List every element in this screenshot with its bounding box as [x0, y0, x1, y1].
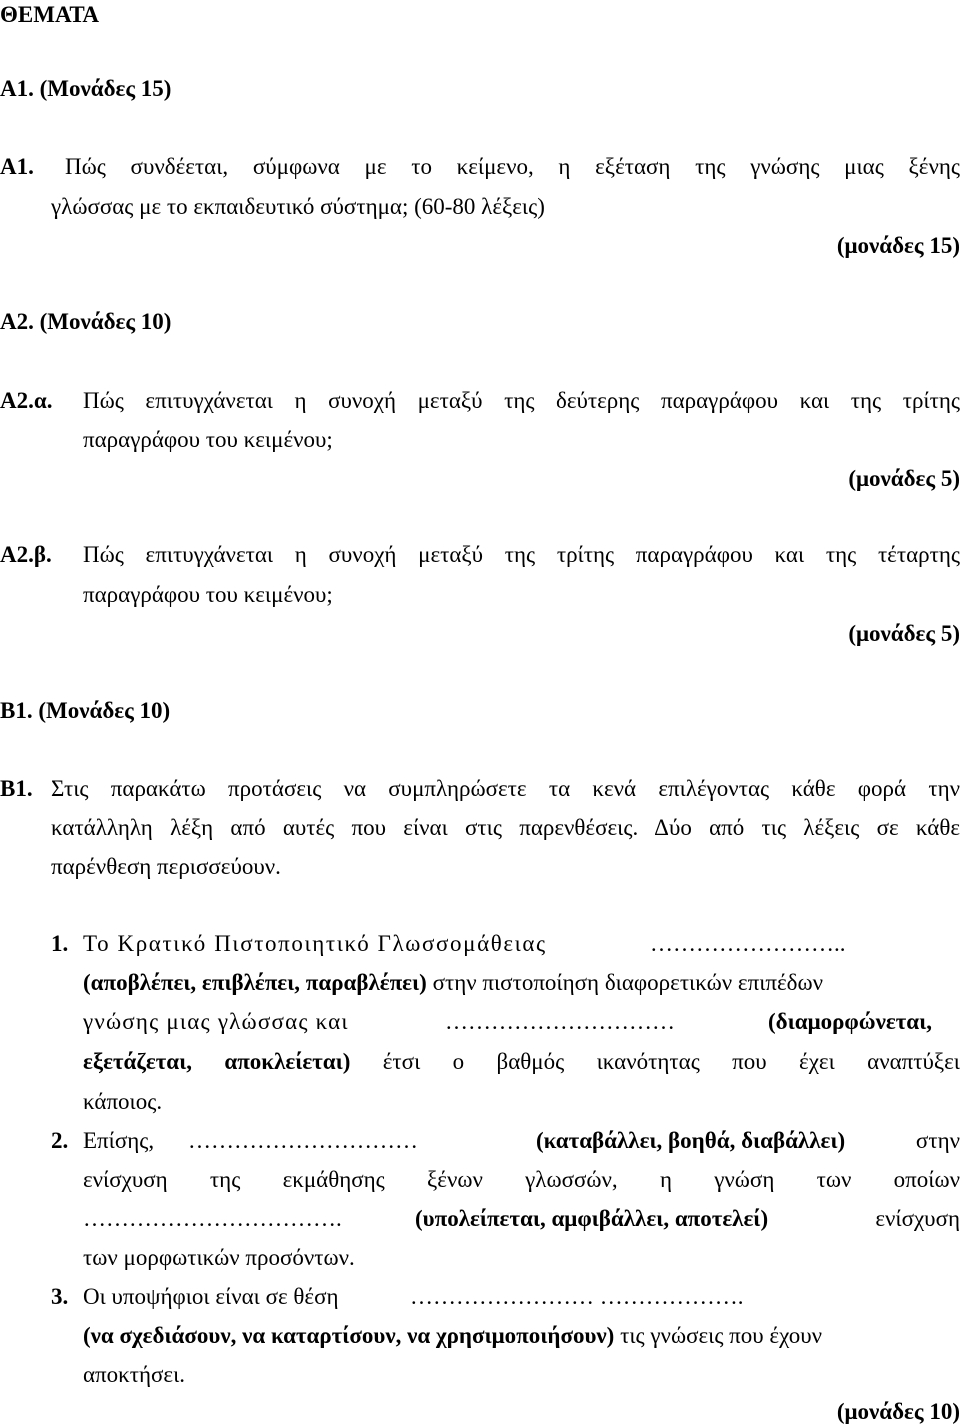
a2b-marks: (μονάδες 5)	[848, 621, 960, 646]
b1-item-1-line4	[83, 1047, 960, 1077]
a2a-question-text-2: παραγράφου του κειμένου;	[83, 427, 333, 452]
b1-item-1-blank-2: …………………………	[445, 1009, 675, 1034]
b1-item-1-text: Το Κρατικό Πιστοποιητικό Γλωσσομάθειας	[83, 931, 547, 956]
b1-item-3-number: 3.	[51, 1284, 69, 1309]
b1-item-3-line2	[83, 1321, 960, 1351]
a2a-marks: (μονάδες 5)	[848, 466, 960, 491]
b1-item-1-options: (αποβλέπει, επιβλέπει, παραβλέπει)	[83, 970, 427, 995]
b1-instructions-text-1: Στις παρακάτω προτάσεις να συμπληρώσετε τα κενά επιλέγοντας κάθε φορά την	[51, 776, 960, 801]
a2a-question-text-1: Πώς επιτυγχάνεται η συνοχή μεταξύ της δεύτερης παραγράφου και της τρίτης	[83, 388, 960, 413]
b1-item-3-blank: …………………… ……………….	[410, 1284, 744, 1309]
b1-item-2-options-2: (υπολείπεται, αμφιβάλλει, αποτελεί)	[415, 1206, 769, 1231]
b1-item-1-text-5: κάποιος.	[83, 1089, 163, 1114]
b1-item-1-line2	[83, 968, 960, 998]
a2b-number: Α2.β.	[0, 542, 52, 567]
a1-question-text-2: γλώσσας με το εκπαιδευτικό σύστημα; (60-80 λέξεις)	[51, 194, 545, 219]
b1-item-1-text-2: στην πιστοποίηση διαφορετικών επιπέδων	[426, 970, 824, 995]
b1-item-3-text-3: αποκτήσει.	[83, 1362, 186, 1387]
b1-item-2-blank-2: …………………………….	[83, 1206, 342, 1231]
b1-instructions-text-2: κατάλληλη λέξη από αυτές που είναι στις παρενθέσεις. Δύο από τις λέξεις σε κάθε	[51, 815, 960, 840]
page-title: ΘΕΜΑΤΑ	[0, 2, 100, 27]
b1-marks: (μονάδες 10)	[836, 1399, 960, 1424]
b1-item-1-text-3: γνώσης μιας γλώσσας και	[83, 1009, 349, 1034]
b1-item-3-text: Οι υποψήφιοι είναι σε θέση	[83, 1284, 339, 1309]
a1-question-text-1: Πώς συνδέεται, σύμφωνα με το κείμενο, η εξέταση της γνώσης μιας ξένης	[65, 154, 960, 179]
b1-heading: Β1. (Μονάδες 10)	[0, 698, 171, 723]
b1-item-2-text: Επίσης,	[83, 1128, 155, 1153]
a2a-number: Α2.α.	[0, 388, 53, 413]
b1-item-1-blank: ……………………..	[650, 931, 846, 956]
a2a-question-line1	[0, 386, 960, 416]
b1-item-2-text-3: ενίσχυση	[875, 1206, 960, 1231]
b1-item-2-text-end: στην	[915, 1128, 960, 1153]
a2b-question-text-1: Πώς επιτυγχάνεται η συνοχή μεταξύ της τρίτης παραγράφου και της τέταρτης	[83, 542, 960, 567]
b1-item-2-text-2: ενίσχυση της εκμάθησης ξένων γλωσσών, η γνώση των οποίων	[83, 1167, 960, 1192]
a1-heading: Α1. (Μονάδες 15)	[0, 76, 172, 101]
b1-item-1-options-3: εξετάζεται, αποκλείεται)	[83, 1049, 351, 1074]
b1-item-1-number: 1.	[51, 931, 69, 956]
a1-question-line1	[0, 152, 960, 182]
b1-item-3-text-2: τις γνώσεις που έχουν	[614, 1323, 823, 1348]
a2b-question-text-2: παραγράφου του κειμένου;	[83, 582, 333, 607]
b1-item-2-number: 2.	[51, 1128, 69, 1153]
b1-item-2-blank: …………………………	[188, 1128, 418, 1153]
b1-item-3-options: (να σχεδιάσουν, να καταρτίσουν, να χρησιμοποιήσουν)	[83, 1323, 615, 1348]
b1-item-1-options-2: (διαμορφώνεται,	[768, 1009, 932, 1034]
a1-number: Α1.	[0, 154, 34, 179]
a1-marks: (μονάδες 15)	[836, 233, 960, 258]
b1-item-2-text-4: των μορφωτικών προσόντων.	[83, 1245, 355, 1270]
b1-number: Β1.	[0, 776, 33, 801]
a2-heading: Α2. (Μονάδες 10)	[0, 309, 172, 334]
b1-instructions-line1	[0, 774, 960, 804]
a2b-question-line1	[0, 540, 960, 570]
b1-item-2-options: (καταβάλλει, βοηθά, διαβάλλει)	[536, 1128, 846, 1153]
b1-item-1-text-4: έτσι ο βαθμός ικανότητας που έχει αναπτύξει	[350, 1049, 960, 1074]
b1-instructions-text-3: παρένθεση περισσεύουν.	[51, 854, 281, 879]
